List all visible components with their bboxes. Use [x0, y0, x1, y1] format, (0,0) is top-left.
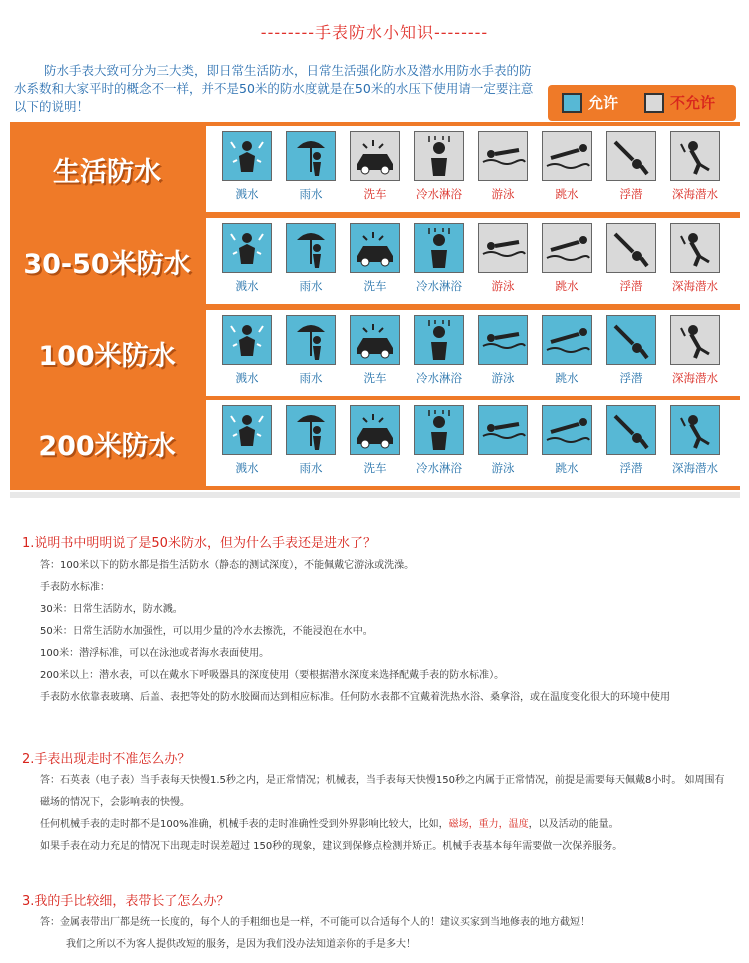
deep-icon [670, 131, 720, 181]
question-2: 2.手表出现走时不准怎么办？ [22, 752, 191, 767]
activity-label: 雨水 [299, 187, 323, 201]
rating-row [10, 126, 740, 212]
activity-cell [662, 131, 722, 211]
faq-a2 [40, 770, 730, 858]
activity-label: 跳水 [555, 371, 579, 385]
waterproof-table [10, 122, 740, 490]
activity-cell [342, 223, 402, 303]
activity-cell [470, 315, 530, 395]
question-3: 3.我的手比较细，表带长了怎么办？ [22, 894, 230, 909]
swim-icon [478, 131, 528, 181]
faq-q2 [22, 748, 732, 767]
snorkel-icon [606, 315, 656, 365]
answer-1-line-2: 手表防水标准： [40, 582, 110, 593]
activity-label: 冷水淋浴 [416, 279, 462, 293]
splash-icon [222, 315, 272, 365]
intro-text: 防水手表大致可分为三大类，即日常生活防水，日常生活强化防水及潜水用防水手表的防水系数和大家平时的概念不一样，并不是50米的防水度就是在50米的水压下使用请一定要注意以下的说明！ [14, 63, 534, 114]
activity-cell [662, 405, 722, 485]
page-title: --------手表防水小知识-------- [260, 23, 489, 42]
dive-icon [542, 131, 592, 181]
answer-3-line-2: 我们之所以不为客人提供改短的服务，是因为我们没办法知道亲你的手是多大！ [66, 939, 416, 950]
activity-cell [598, 223, 658, 303]
deny-label: 不允许 [670, 94, 716, 112]
activity-label: 溅水 [235, 461, 259, 475]
rain-icon [286, 223, 336, 273]
activity-cell [278, 315, 338, 395]
shower-icon [414, 223, 464, 273]
activity-cells [206, 400, 740, 486]
answer-2-line-2: 任何机械手表的走时都不是100%准确，机械手表的走时准确性受到外界影响比较大，比如，磁场，重力，温度，以及活动的能量。 [40, 819, 619, 830]
car-icon [350, 405, 400, 455]
activity-label: 洗车 [363, 371, 387, 385]
activity-cell [406, 131, 466, 211]
question-1: 1.说明书中明明说了是50米防水，但为什么手表还是进水了？ [22, 536, 376, 551]
dive-icon [542, 405, 592, 455]
faq-a3 [40, 912, 730, 956]
activity-label: 跳水 [555, 187, 579, 201]
activity-label: 溅水 [235, 371, 259, 385]
answer-2-line-1: 答：石英表（电子表）当手表每天快慢1.5秒之内，是正常情况；机械表，当手表每天快慢150秒之内属于正常情况，前提是需要每天佩戴8小时。 如周围有磁场的情况下，会影响表的快慢。 [40, 775, 725, 808]
snorkel-icon [606, 223, 656, 273]
activity-cell [214, 223, 274, 303]
activity-cell [470, 223, 530, 303]
activity-label: 深海潜水 [672, 187, 718, 201]
activity-label: 洗车 [363, 279, 387, 293]
highlight-factors: 磁场，重力，温度 [448, 819, 529, 830]
activity-label: 洗车 [363, 461, 387, 475]
activity-label: 跳水 [555, 461, 579, 475]
divider [10, 492, 740, 498]
answer-1-line-6: 200米以上：潜水表，可以在戴水下呼吸器具的深度使用（要根据潜水深度来选择配戴手表的防水标准）。 [40, 670, 505, 681]
car-icon [350, 223, 400, 273]
deep-icon [670, 315, 720, 365]
legend [548, 85, 736, 121]
rating-label: 100米防水 [38, 340, 176, 372]
activity-cell [214, 131, 274, 211]
activity-label: 游泳 [491, 461, 515, 475]
activity-cell [534, 223, 594, 303]
activity-cell [342, 315, 402, 395]
activity-label: 雨水 [299, 279, 323, 293]
answer-1-line-3: 30米：日常生活防水，防水溅。 [40, 604, 183, 615]
activity-label: 深海潜水 [672, 461, 718, 475]
rating-label: 30-50米防水 [23, 248, 191, 280]
faq-q1 [22, 532, 732, 551]
activity-label: 浮潜 [619, 187, 643, 201]
activity-cell [662, 315, 722, 395]
activity-label: 游泳 [491, 187, 515, 201]
activity-cell [278, 405, 338, 485]
rain-icon [286, 405, 336, 455]
activity-cell [470, 131, 530, 211]
activity-cell [406, 315, 466, 395]
answer-1-line-1: 答：100米以下的防水都是指生活防水（静态的测试深度），不能佩戴它游泳或洗澡。 [40, 560, 415, 571]
activity-label: 深海潜水 [672, 371, 718, 385]
activity-label: 冷水淋浴 [416, 187, 462, 201]
answer-1-line-5: 100米：潜浮标准，可以在泳池或者海水表面使用。 [40, 648, 270, 659]
activity-cell [598, 315, 658, 395]
dive-icon [542, 315, 592, 365]
activity-cell [598, 405, 658, 485]
activity-cell [406, 405, 466, 485]
rating-row [10, 218, 740, 304]
activity-label: 洗车 [363, 187, 387, 201]
answer-2-line-3: 如果手表在动力充足的情况下出现走时误差超过 150秒的现象，建议到保修点检测并矫正。机械手表基本每年需要做一次保养服务。 [40, 841, 623, 852]
activity-label: 跳水 [555, 279, 579, 293]
car-icon [350, 131, 400, 181]
allow-swatch [562, 93, 582, 113]
activity-label: 游泳 [491, 371, 515, 385]
answer-1-line-7: 手表防水依靠表玻璃、后盖、表把等处的防水胶圈而达到相应标准。任何防水表都不宜戴着洗热水浴、桑拿浴，或在温度变化很大的环境中使用 [40, 692, 670, 703]
activity-cells [206, 310, 740, 396]
activity-cell [278, 131, 338, 211]
activity-cell [406, 223, 466, 303]
car-icon [350, 315, 400, 365]
swim-icon [478, 315, 528, 365]
faq-q3 [22, 890, 732, 909]
activity-label: 溅水 [235, 187, 259, 201]
activity-cells [206, 218, 740, 304]
splash-icon [222, 223, 272, 273]
swim-icon [478, 223, 528, 273]
activity-label: 深海潜水 [672, 279, 718, 293]
faq-a1 [40, 555, 730, 709]
activity-cell [470, 405, 530, 485]
activity-cell [278, 223, 338, 303]
activity-label: 冷水淋浴 [416, 371, 462, 385]
snorkel-icon [606, 131, 656, 181]
activity-label: 浮潜 [619, 371, 643, 385]
activity-cell [662, 223, 722, 303]
activity-label: 雨水 [299, 461, 323, 475]
rating-row [10, 310, 740, 396]
rating-label: 生活防水 [53, 156, 161, 188]
activity-cells [206, 126, 740, 212]
activity-cell [534, 405, 594, 485]
dive-icon [542, 223, 592, 273]
activity-label: 雨水 [299, 371, 323, 385]
swim-icon [478, 405, 528, 455]
deep-icon [670, 223, 720, 273]
activity-cell [214, 405, 274, 485]
shower-icon [414, 131, 464, 181]
shower-icon [414, 405, 464, 455]
activity-cell [214, 315, 274, 395]
activity-label: 溅水 [235, 279, 259, 293]
rain-icon [286, 131, 336, 181]
activity-cell [534, 131, 594, 211]
answer-3-line-1: 答：金属表带出厂都是统一长度的，每个人的手粗细也是一样，不可能可以合适每个人的！建议买家到当地修表的地方截短！ [40, 917, 590, 928]
activity-label: 浮潜 [619, 279, 643, 293]
rain-icon [286, 315, 336, 365]
activity-cell [598, 131, 658, 211]
rating-label: 200米防水 [38, 430, 176, 462]
activity-label: 冷水淋浴 [416, 461, 462, 475]
splash-icon [222, 131, 272, 181]
rating-row [10, 400, 740, 486]
activity-cell [534, 315, 594, 395]
activity-cell [342, 131, 402, 211]
activity-label: 浮潜 [619, 461, 643, 475]
shower-icon [414, 315, 464, 365]
activity-label: 游泳 [491, 279, 515, 293]
deep-icon [670, 405, 720, 455]
snorkel-icon [606, 405, 656, 455]
deny-swatch [644, 93, 664, 113]
activity-cell [342, 405, 402, 485]
answer-1-line-4: 50米：日常生活防水加强性，可以用少量的冷水去擦洗，不能浸泡在水中。 [40, 626, 373, 637]
allow-label: 允许 [588, 94, 619, 112]
splash-icon [222, 405, 272, 455]
